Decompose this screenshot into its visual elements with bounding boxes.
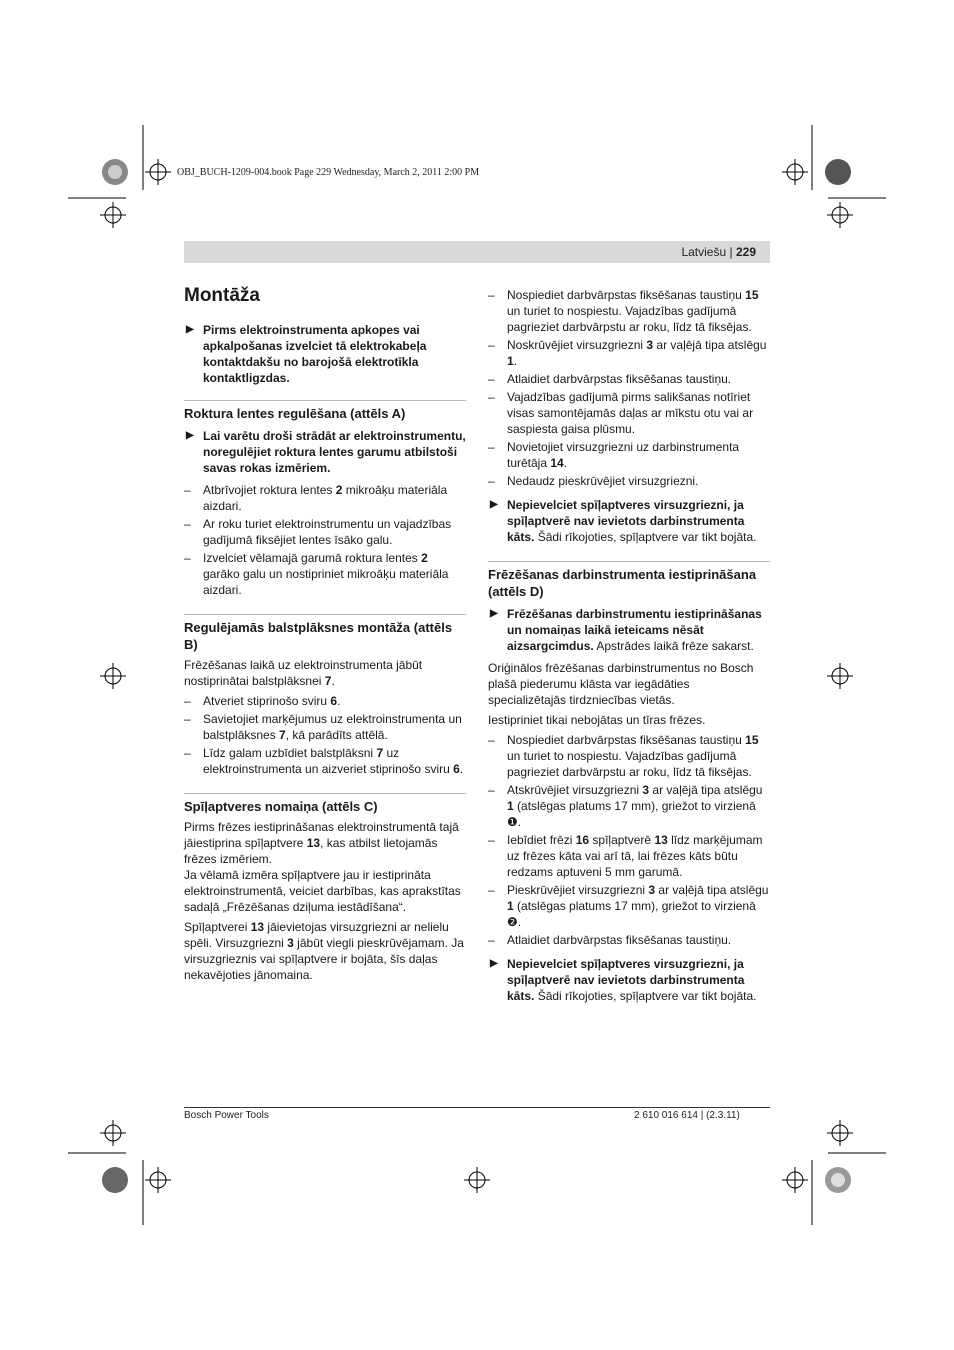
- header-page-number: 229: [735, 245, 756, 259]
- section-collet: [184, 793, 466, 983]
- page-title: Montāža: [184, 285, 260, 306]
- footer-doc-number: 2 610 016 614 | (2.3.11): [634, 1110, 740, 1121]
- warning-gloves: ▶ Frēzēšanas darbinstrumentu iestiprināšanas un nomaiņas laikā ieteicams nēsāt aizsargcimdus. Apstrādes laikā frēze sakarst.: [490, 607, 762, 653]
- warning-collet-nut: ▶ Nepievelciet spīļaptveres virsuzgriezni, ja spīļaptverē nav ievietots darbinstrumenta kāts. Šādi rīkojoties, spīļaptvere var tikt bojāta.: [490, 498, 757, 544]
- list-item: – Izvelciet vēlamajā garumā roktura lentes 2 garāko galu un nostipriniet mikroāķu materiāla aizdari.: [184, 551, 449, 597]
- list-item: – Noskrūvējiet virsuzgriezni 3 ar vaļējā tipa atslēgu 1.: [488, 338, 767, 368]
- warning-triangle-icon: ▶: [490, 608, 498, 619]
- list-item: – Nospiediet darbvārpstas fiksēšanas taustiņu 15 un turiet to nospiestu. Vajadzības gadījumā pagrieziet darbvārpstu ar roku, līdz tā fiksējas.: [488, 288, 759, 334]
- paragraph: Frēzēšanas laikā uz elektroinstrumenta jābūt nostiprinātai balstplāksnei 7.: [184, 658, 423, 688]
- section-heading: Spīļaptveres nomaiņa (attēls C): [184, 799, 378, 814]
- footer-rule: [184, 1107, 770, 1108]
- list-item: – Nedaudz pieskrūvējiet virsuzgriezni.: [488, 474, 699, 488]
- right-column: [488, 285, 770, 1010]
- warning-triangle-icon: ▶: [490, 958, 498, 969]
- list-item: – Pieskrūvējiet virsuzgriezni 3 ar vaļējā tipa atslēgu 1 (atslēgas platums 17 mm), griežot to virzienā ❷.: [488, 883, 769, 929]
- section-insert-bit: [488, 561, 770, 1004]
- list-item: – Savietojiet marķējumus uz elektroinstrumenta un balstplāksnes 7, kā parādīts attēlā.: [184, 712, 462, 742]
- section-heading: Frēzēšanas darbinstrumenta iestiprināšana (attēls D): [488, 567, 757, 599]
- list-item: – Līdz galam uzbīdiet balstplāksni 7 uz elektroinstrumenta un aizveriet stiprinošo sviru 6.: [184, 746, 464, 776]
- page-header-bar: [184, 241, 770, 263]
- list-item: – Atbrīvojiet roktura lentes 2 mikroāķu materiāla aizdari.: [184, 483, 448, 513]
- warning-triangle-icon: ▶: [186, 324, 194, 335]
- list-item: – Iebīdiet frēzi 16 spīļaptverē 13 līdz marķējumam uz frēzes kāta vai arī tā, lai frēzes kāts būtu redzams aptuveni 5 mm garumā.: [488, 833, 763, 879]
- paragraph: Spīļaptverei 13 jāievietojas virsuzgriezni ar nelielu spēli. Virsuzgriezni 3 jābūt viegli pieskrūvējamam. Ja virsuzgrieznis vai spīļaptvere ir bojāta, šīs daļas nekavējoties jānomaina.: [184, 920, 464, 982]
- book-info-line: OBJ_BUCH-1209-004.book Page 229 Wednesday, March 2, 2011 2:00 PM: [177, 167, 480, 178]
- paragraph: Iestipriniet tikai nebojātas un tīras frēzes.: [488, 713, 706, 727]
- warning-collet-nut-2: ▶ Nepievelciet spīļaptveres virsuzgriezni, ja spīļaptverē nav ievietots darbinstrumenta kāts. Šādi rīkojoties, spīļaptvere var tikt bojāta.: [490, 957, 757, 1003]
- warning-triangle-icon: ▶: [186, 430, 194, 441]
- section-handle-strap: [184, 400, 466, 598]
- warning-triangle-icon: ▶: [490, 499, 498, 510]
- list-item: – Novietojiet virsuzgriezni uz darbinstrumenta turētāja 14.: [488, 440, 740, 470]
- list-item: – Atlaidiet darbvārpstas fiksēšanas taustiņu.: [488, 372, 732, 386]
- left-column: [184, 284, 466, 987]
- warning-unplug: ▶ Pirms elektroinstrumenta apkopes vai apkalpošanas izvelciet tā elektrokabeļa kontaktdakšu no barojošā elektrotīkla kontaktligzdas.: [186, 323, 427, 385]
- section-heading: Roktura lentes regulēšana (attēls A): [184, 406, 406, 421]
- header-language: Latviešu: [681, 245, 727, 259]
- list-item: – Atlaidiet darbvārpstas fiksēšanas taustiņu.: [488, 933, 732, 947]
- header-separator: |: [729, 245, 733, 259]
- footer-brand: Bosch Power Tools: [184, 1110, 269, 1121]
- list-item: – Atskrūvējiet virsuzgriezni 3 ar vaļējā tipa atslēgu 1 (atslēgas platums 17 mm), griežot to virzienā ❶.: [488, 783, 763, 829]
- paragraph: Pirms frēzes iestiprināšanas elektroinstrumentā tajā jāiestiprina spīļaptvere 13, kas atbilst lietojamās frēzes izmēriem. Ja vēlamā izmēra spīļaptvere jau ir iestiprināta elektroinstrumentā, veiciet darbības, kas aprakstītas sadaļā „Frēzēšanas dziļuma iestādīšana“.: [184, 820, 461, 914]
- page-header-text: [681, 245, 756, 259]
- list-item: – Ar roku turiet elektroinstrumentu un vajadzības gadījumā fiksējiet lentes īsāko galu.: [184, 517, 452, 547]
- warning-strap: ▶ Lai varētu droši strādāt ar elektroinstrumentu, noregulējiet roktura lentes garumu atbilstoši savas rokas izmēriem.: [186, 429, 466, 475]
- paragraph: Oriģinālos frēzēšanas darbinstrumentus no Bosch plašā piederumu klāsta var iegādāties specializētajās tirdzniecības vietās.: [488, 661, 754, 707]
- list-item: – Atveriet stiprinošo sviru 6.: [184, 694, 341, 708]
- list-item: – Nospiediet darbvārpstas fiksēšanas taustiņu 15 un turiet to nospiestu. Vajadzības gadījumā pagrieziet darbvārpstu ar roku, līdz tā fiksējas.: [488, 733, 759, 779]
- list-item: – Vajadzības gadījumā pirms salikšanas notīriet visas samontējamās daļas ar mīkstu otu vai ar saspiesta gaisa plūsmu.: [488, 390, 754, 436]
- section-heading: Regulējamās balstplāksnes montāža (attēls B): [184, 620, 453, 652]
- section-base-plate: [184, 614, 466, 777]
